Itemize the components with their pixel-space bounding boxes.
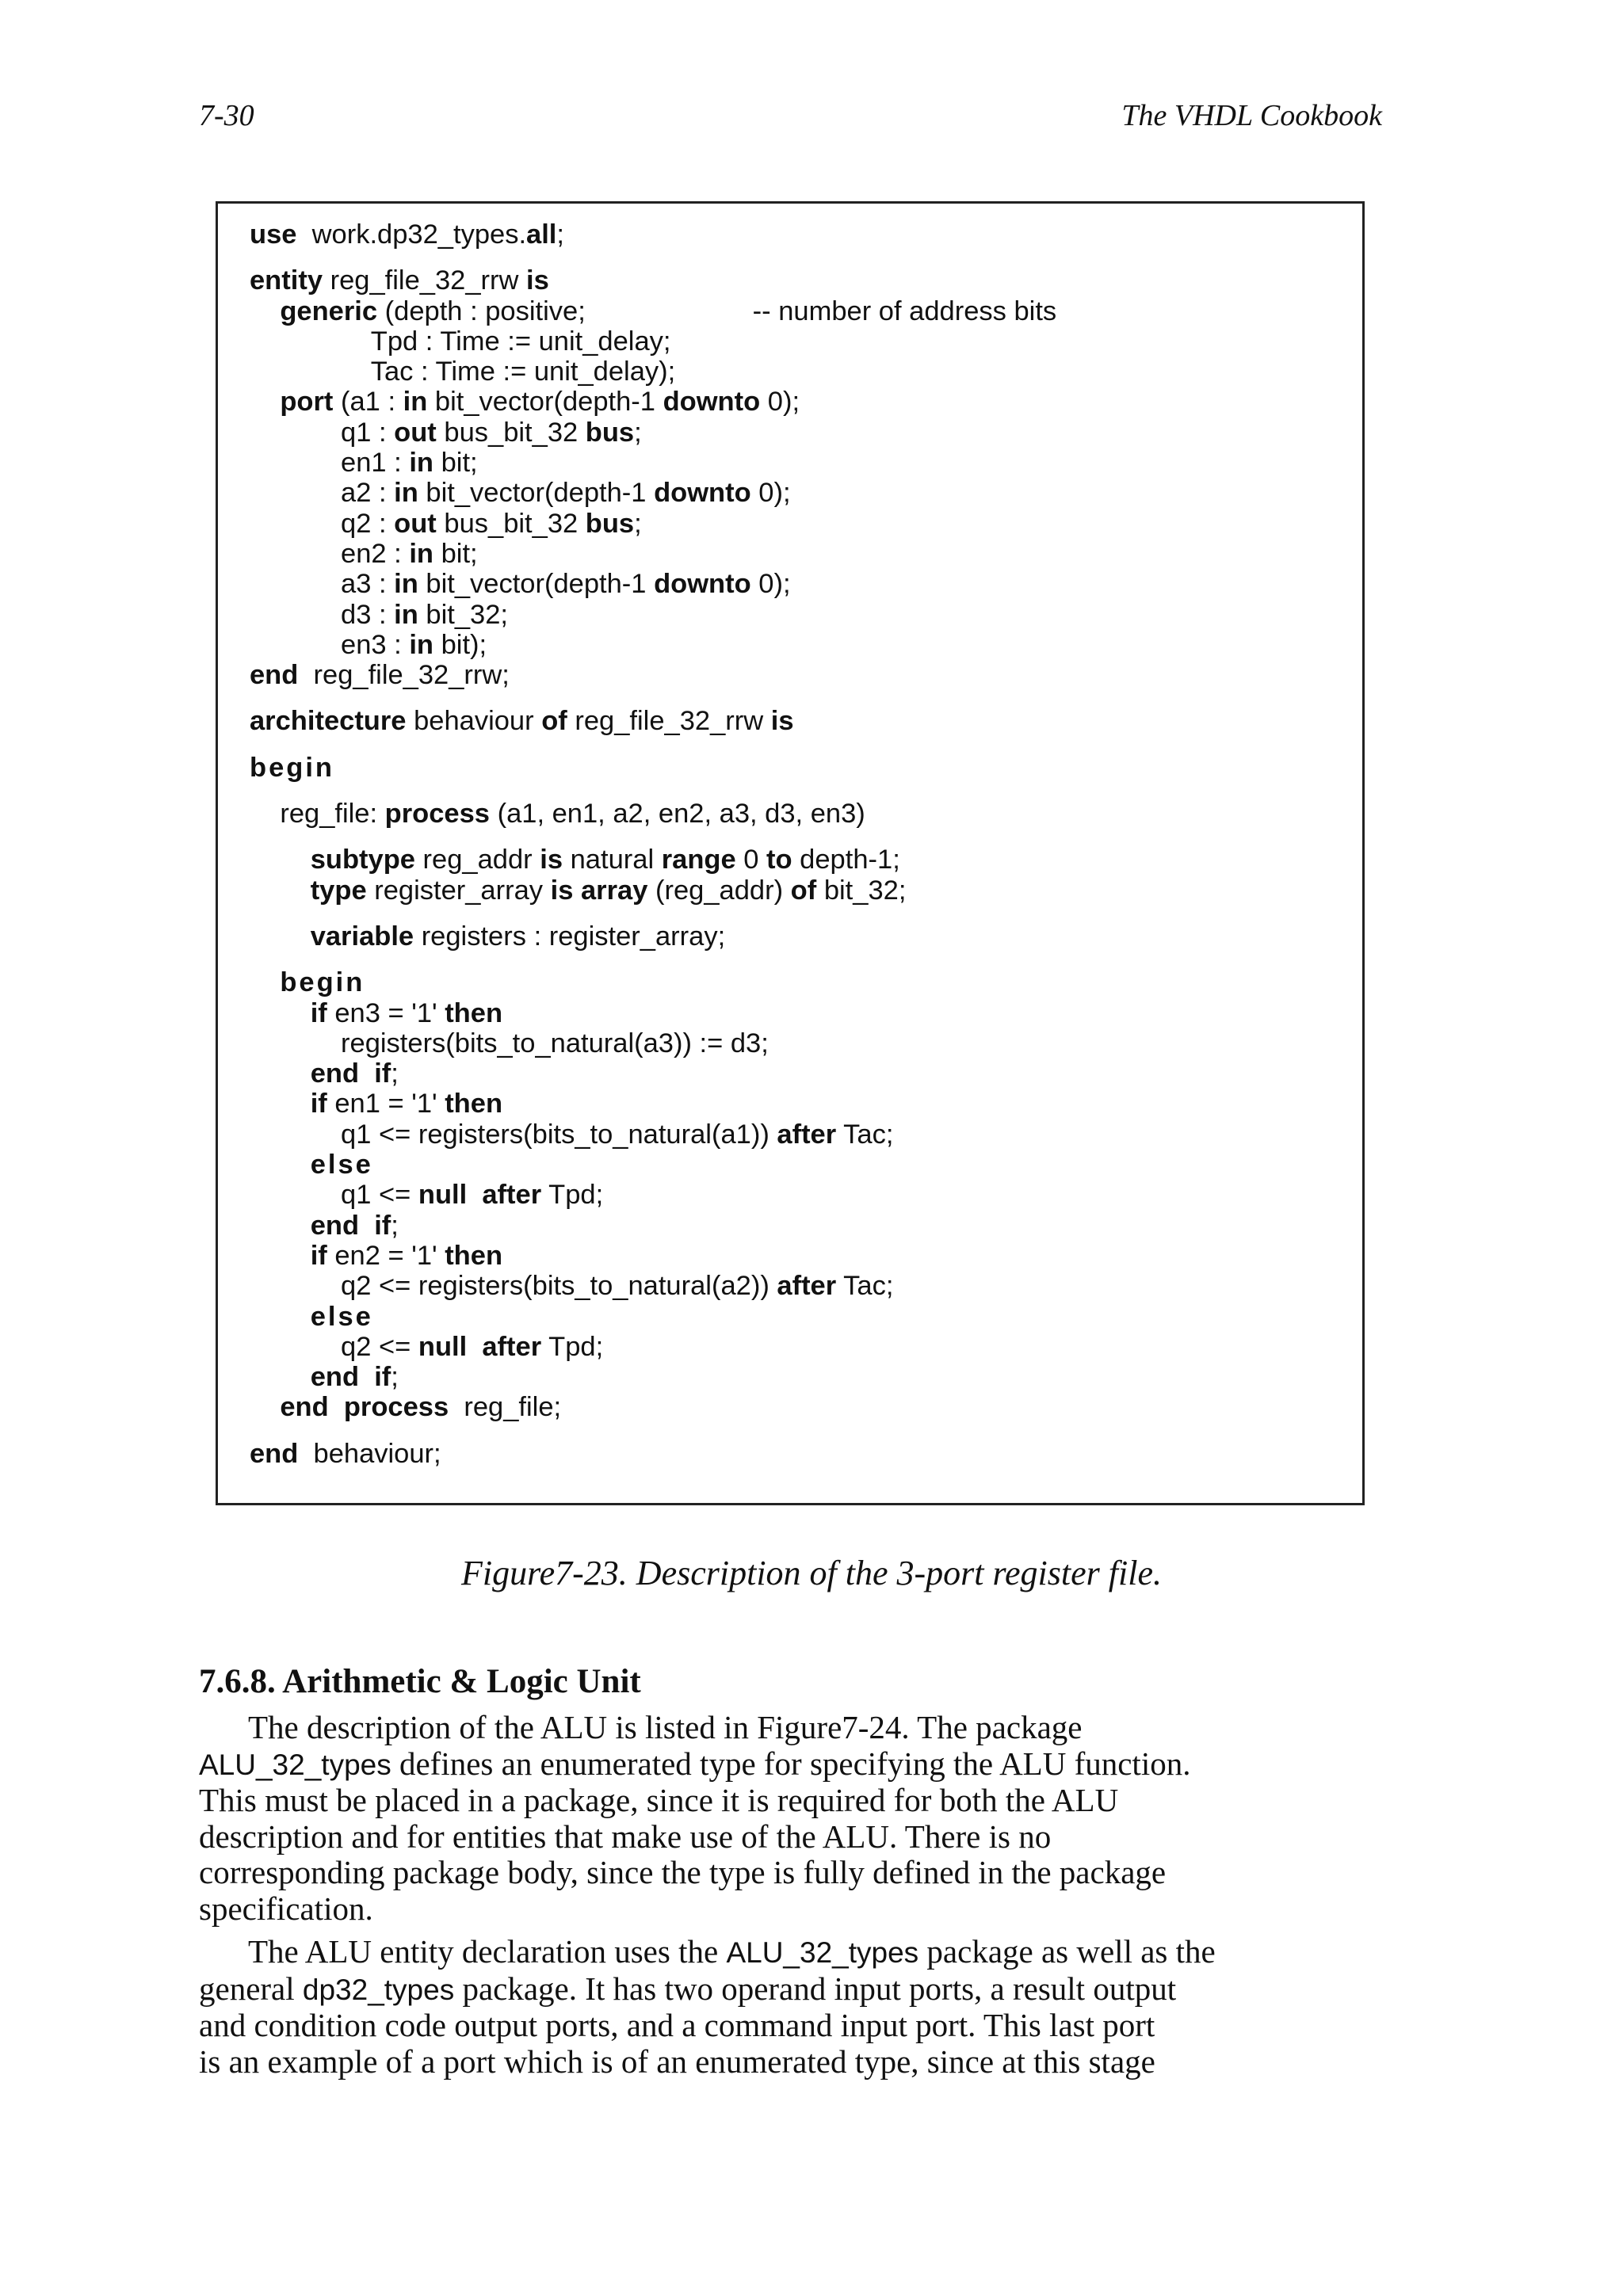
code-text: work.dp32_types. (296, 219, 527, 250)
text-run: is an example of a port which is of an enumerated type, since at this stage (199, 2042, 1155, 2080)
code-text: ; (556, 219, 564, 250)
code-line (250, 799, 1056, 829)
code-spacer (250, 737, 1056, 753)
code-text: ; (391, 1058, 399, 1089)
text-run: and condition code output ports, and a command input port. This last port (199, 2007, 1155, 2043)
code-text: depth-1; (792, 845, 900, 875)
code-text (250, 1089, 311, 1119)
code-keyword: then (445, 1240, 503, 1271)
paragraph-line (199, 2044, 1396, 2081)
code-identifier: dp32_types (302, 1973, 455, 2006)
code-keyword: then (445, 997, 503, 1028)
code-keyword: end (310, 1210, 360, 1241)
code-keyword: variable (310, 921, 414, 952)
code-keyword: in (394, 599, 418, 630)
code-text: reg_addr (414, 845, 540, 875)
code-line (250, 1058, 1056, 1089)
code-keyword: use (250, 219, 297, 250)
code-keyword: bus (585, 417, 635, 448)
code-spacer (250, 250, 1056, 265)
text-run: specification. (199, 1890, 373, 1927)
code-keyword: in (403, 387, 428, 418)
code-keyword: after (777, 1271, 837, 1302)
code-keyword: of (790, 875, 817, 906)
code-line (250, 1180, 1056, 1210)
code-text: Tpd; (541, 1331, 604, 1362)
code-line (250, 326, 1056, 357)
code-keyword: downto (663, 387, 761, 418)
code-text (250, 1211, 311, 1241)
code-text: reg_file: (250, 799, 385, 830)
code-line (250, 509, 1056, 539)
code-line (250, 845, 1056, 875)
paragraph-line (199, 1710, 1396, 1746)
section-heading: 7.6.8. Arithmetic & Logic Unit (199, 1663, 641, 1700)
code-text: ; (391, 1210, 399, 1241)
code-text: reg_file; (449, 1392, 562, 1423)
code-line (250, 418, 1056, 448)
code-text: reg_file_32_rrw (323, 265, 526, 296)
code-line (250, 265, 1056, 296)
code-keyword: entity (250, 265, 323, 296)
code-text: (a1 : (333, 387, 403, 418)
code-keyword: after (482, 1180, 542, 1211)
code-line (250, 296, 1056, 326)
code-keyword: then (445, 1089, 503, 1119)
code-identifier: ALU_32_types (199, 1748, 391, 1781)
code-line (250, 706, 1056, 736)
code-text: 0 (735, 845, 767, 875)
code-line (250, 967, 1056, 997)
paragraph-line (199, 1971, 1396, 2008)
text-run: This must be placed in a package, since it is required for both the ALU (199, 1782, 1119, 1818)
code-keyword: if (310, 1089, 327, 1119)
code-keyword: if (310, 997, 327, 1028)
code-line (250, 1392, 1056, 1422)
code-text: bit; (433, 538, 478, 569)
code-keyword: end (250, 1438, 299, 1469)
code-keyword: is (540, 845, 563, 875)
code-text (467, 1332, 482, 1362)
code-text: (a1, en1, a2, en2, a3, d3, en3) (490, 799, 865, 830)
code-text: en2 : (250, 538, 410, 569)
figure-caption: Figure7-23. Description of the 3-port register file. (461, 1554, 1162, 1592)
code-keyword: port (280, 387, 334, 418)
code-line (250, 660, 1056, 690)
code-keyword: in (409, 538, 434, 569)
code-line (250, 1028, 1056, 1058)
code-keyword: if (374, 1058, 391, 1089)
code-text: a3 : (250, 569, 395, 600)
code-keyword: range (661, 845, 736, 875)
code-text (250, 1302, 311, 1332)
code-line (250, 448, 1056, 478)
code-text: en1 : (250, 448, 410, 479)
code-line (250, 357, 1056, 387)
code-keyword: in (409, 629, 434, 660)
code-keyword: end (250, 660, 299, 691)
code-line (250, 921, 1056, 952)
code-text: ; (634, 417, 642, 448)
code-text: bit_32; (418, 599, 508, 630)
code-text: Tpd : Time := unit_delay; (250, 326, 671, 357)
paragraph (199, 1710, 1396, 1927)
code-keyword: in (394, 569, 418, 600)
code-spacer (250, 690, 1056, 706)
code-keyword: to (766, 845, 792, 875)
code-keyword: downto (654, 478, 751, 509)
paragraph-line (199, 1855, 1396, 1891)
text-run: description and for entities that make use of the ALU. There is no (199, 1817, 1052, 1855)
code-text: (depth : positive; -- number of address bits (377, 296, 1057, 326)
code-text (250, 921, 311, 952)
code-text (250, 1150, 311, 1180)
code-line (250, 1271, 1056, 1301)
code-text: bit_vector(depth-1 (427, 387, 663, 418)
code-keyword: process (343, 1392, 449, 1423)
code-spacer (250, 952, 1056, 967)
code-keyword: after (777, 1119, 837, 1150)
code-text: registers(bits_to_natural(a3)) := d3; (250, 1028, 769, 1058)
code-keyword: in (409, 448, 434, 479)
code-text: natural (563, 845, 662, 875)
code-text: q1 : (250, 417, 395, 448)
code-text (329, 1392, 344, 1422)
code-text: en2 = '1' (327, 1240, 445, 1271)
code-text: q2 <= registers(bits_to_natural(a2)) (250, 1271, 777, 1302)
code-keyword: downto (654, 569, 751, 600)
code-line (250, 1089, 1056, 1119)
code-keyword: end (280, 1392, 329, 1423)
code-text: q1 <= (250, 1180, 418, 1211)
code-listing (250, 219, 1056, 1469)
code-line (250, 1241, 1056, 1271)
code-keyword: begin (250, 752, 334, 783)
code-keyword: process (384, 799, 490, 830)
code-line (250, 1439, 1056, 1469)
paragraph-line (199, 2008, 1396, 2044)
code-keyword: if (374, 1210, 391, 1241)
code-line (250, 539, 1056, 569)
code-text (359, 1211, 374, 1241)
running-title: The VHDL Cookbook (1121, 99, 1382, 132)
code-keyword: array (581, 875, 648, 906)
code-text (250, 998, 311, 1028)
code-keyword: subtype (310, 845, 415, 875)
code-text (359, 1058, 374, 1089)
code-spacer (250, 906, 1056, 921)
code-keyword: is (525, 265, 549, 296)
code-text: reg_file_32_rrw (567, 706, 771, 737)
code-figure-box (216, 201, 1365, 1505)
code-text (467, 1180, 482, 1210)
code-text: Tpd; (541, 1180, 604, 1211)
code-spacer (250, 783, 1056, 799)
code-text: en1 = '1' (327, 1089, 445, 1119)
code-spacer (250, 1423, 1056, 1439)
code-line (250, 219, 1056, 250)
code-text: ; (391, 1362, 399, 1393)
code-text: Tac; (836, 1271, 894, 1302)
code-keyword: generic (280, 296, 378, 326)
text-run: defines an enumerated type for specifying the ALU function. (391, 1745, 1191, 1782)
code-text (250, 967, 280, 997)
code-line (250, 630, 1056, 660)
code-text: q2 : (250, 508, 395, 539)
paragraph-line (199, 1934, 1396, 1971)
paragraph-line (199, 1746, 1396, 1783)
code-keyword: if (374, 1362, 391, 1393)
code-keyword: null (418, 1331, 468, 1362)
code-text: en3 = '1' (327, 997, 445, 1028)
text-run: general (199, 1970, 303, 2007)
code-keyword: out (394, 508, 437, 539)
code-line (250, 1362, 1056, 1392)
paragraph-line (199, 1891, 1396, 1928)
code-keyword: out (394, 417, 437, 448)
code-line (250, 1211, 1056, 1241)
code-line (250, 1119, 1056, 1150)
code-keyword: end (310, 1362, 360, 1393)
code-spacer (250, 829, 1056, 845)
code-text: a2 : (250, 478, 395, 509)
code-text: bus_bit_32 (436, 508, 586, 539)
code-text: bit_32; (816, 875, 907, 906)
code-text: behaviour (406, 706, 542, 737)
code-keyword: all (526, 219, 557, 250)
code-keyword: null (418, 1180, 468, 1211)
code-text (250, 845, 311, 875)
code-text: ; (634, 508, 642, 539)
code-keyword: begin (280, 967, 365, 998)
code-text: 0); (750, 478, 791, 509)
code-text: reg_file_32_rrw; (298, 660, 510, 691)
code-text (573, 875, 581, 906)
page-number: 7-30 (199, 99, 254, 132)
code-line (250, 875, 1056, 906)
code-keyword: if (310, 1240, 327, 1271)
code-text (250, 875, 311, 906)
code-text: behaviour; (298, 1438, 441, 1469)
code-text: Tac : Time := unit_delay); (250, 357, 676, 387)
code-text (250, 296, 280, 326)
code-line (250, 1332, 1056, 1362)
code-keyword: end (310, 1058, 360, 1089)
text-run: The description of the ALU is listed in Figure7-24. The package (248, 1709, 1083, 1745)
code-text: register_array (366, 875, 551, 906)
text-run: package. It has two operand input ports, a result output (454, 1970, 1177, 2007)
code-line (250, 753, 1056, 783)
code-text (359, 1362, 374, 1392)
code-text: 0); (760, 387, 800, 418)
code-line (250, 387, 1056, 417)
code-text (250, 1392, 280, 1422)
code-text: registers : register_array; (414, 921, 726, 952)
code-identifier: ALU_32_types (726, 1936, 919, 1969)
code-text: 0); (750, 569, 791, 600)
paragraph (199, 1934, 1396, 2080)
code-text: bit); (433, 629, 487, 660)
code-text: en3 : (250, 629, 410, 660)
code-text (250, 1058, 311, 1089)
code-line (250, 1302, 1056, 1332)
code-keyword: type (310, 875, 367, 906)
code-keyword: is (550, 875, 574, 906)
code-line (250, 478, 1056, 508)
code-text: d3 : (250, 599, 395, 630)
code-text: (reg_addr) (647, 875, 791, 906)
code-line (250, 998, 1056, 1028)
code-text: bit_vector(depth-1 (418, 478, 655, 509)
code-text (250, 1241, 311, 1271)
code-keyword: after (482, 1331, 542, 1362)
code-keyword: bus (585, 508, 635, 539)
code-keyword: of (541, 706, 567, 737)
text-run: package as well as the (918, 1933, 1216, 1970)
code-line (250, 1150, 1056, 1180)
code-text: bus_bit_32 (436, 417, 586, 448)
text-run: The ALU entity declaration uses the (248, 1933, 727, 1970)
code-keyword: in (394, 478, 418, 509)
code-line (250, 569, 1056, 599)
paragraph-line (199, 1819, 1396, 1855)
paragraph-line (199, 1783, 1396, 1819)
code-keyword: else (310, 1150, 373, 1180)
code-text: q2 <= (250, 1331, 418, 1362)
code-keyword: architecture (250, 706, 407, 737)
code-text: Tac; (836, 1119, 894, 1150)
code-keyword: is (770, 706, 794, 737)
code-line (250, 600, 1056, 630)
code-text: q1 <= registers(bits_to_natural(a1)) (250, 1119, 777, 1150)
code-keyword: else (310, 1301, 373, 1332)
code-text: bit_vector(depth-1 (418, 569, 655, 600)
text-run: corresponding package body, since the type is fully defined in the package (199, 1854, 1167, 1890)
code-text (250, 387, 280, 417)
code-text (250, 1362, 311, 1392)
code-text: bit; (433, 448, 478, 479)
